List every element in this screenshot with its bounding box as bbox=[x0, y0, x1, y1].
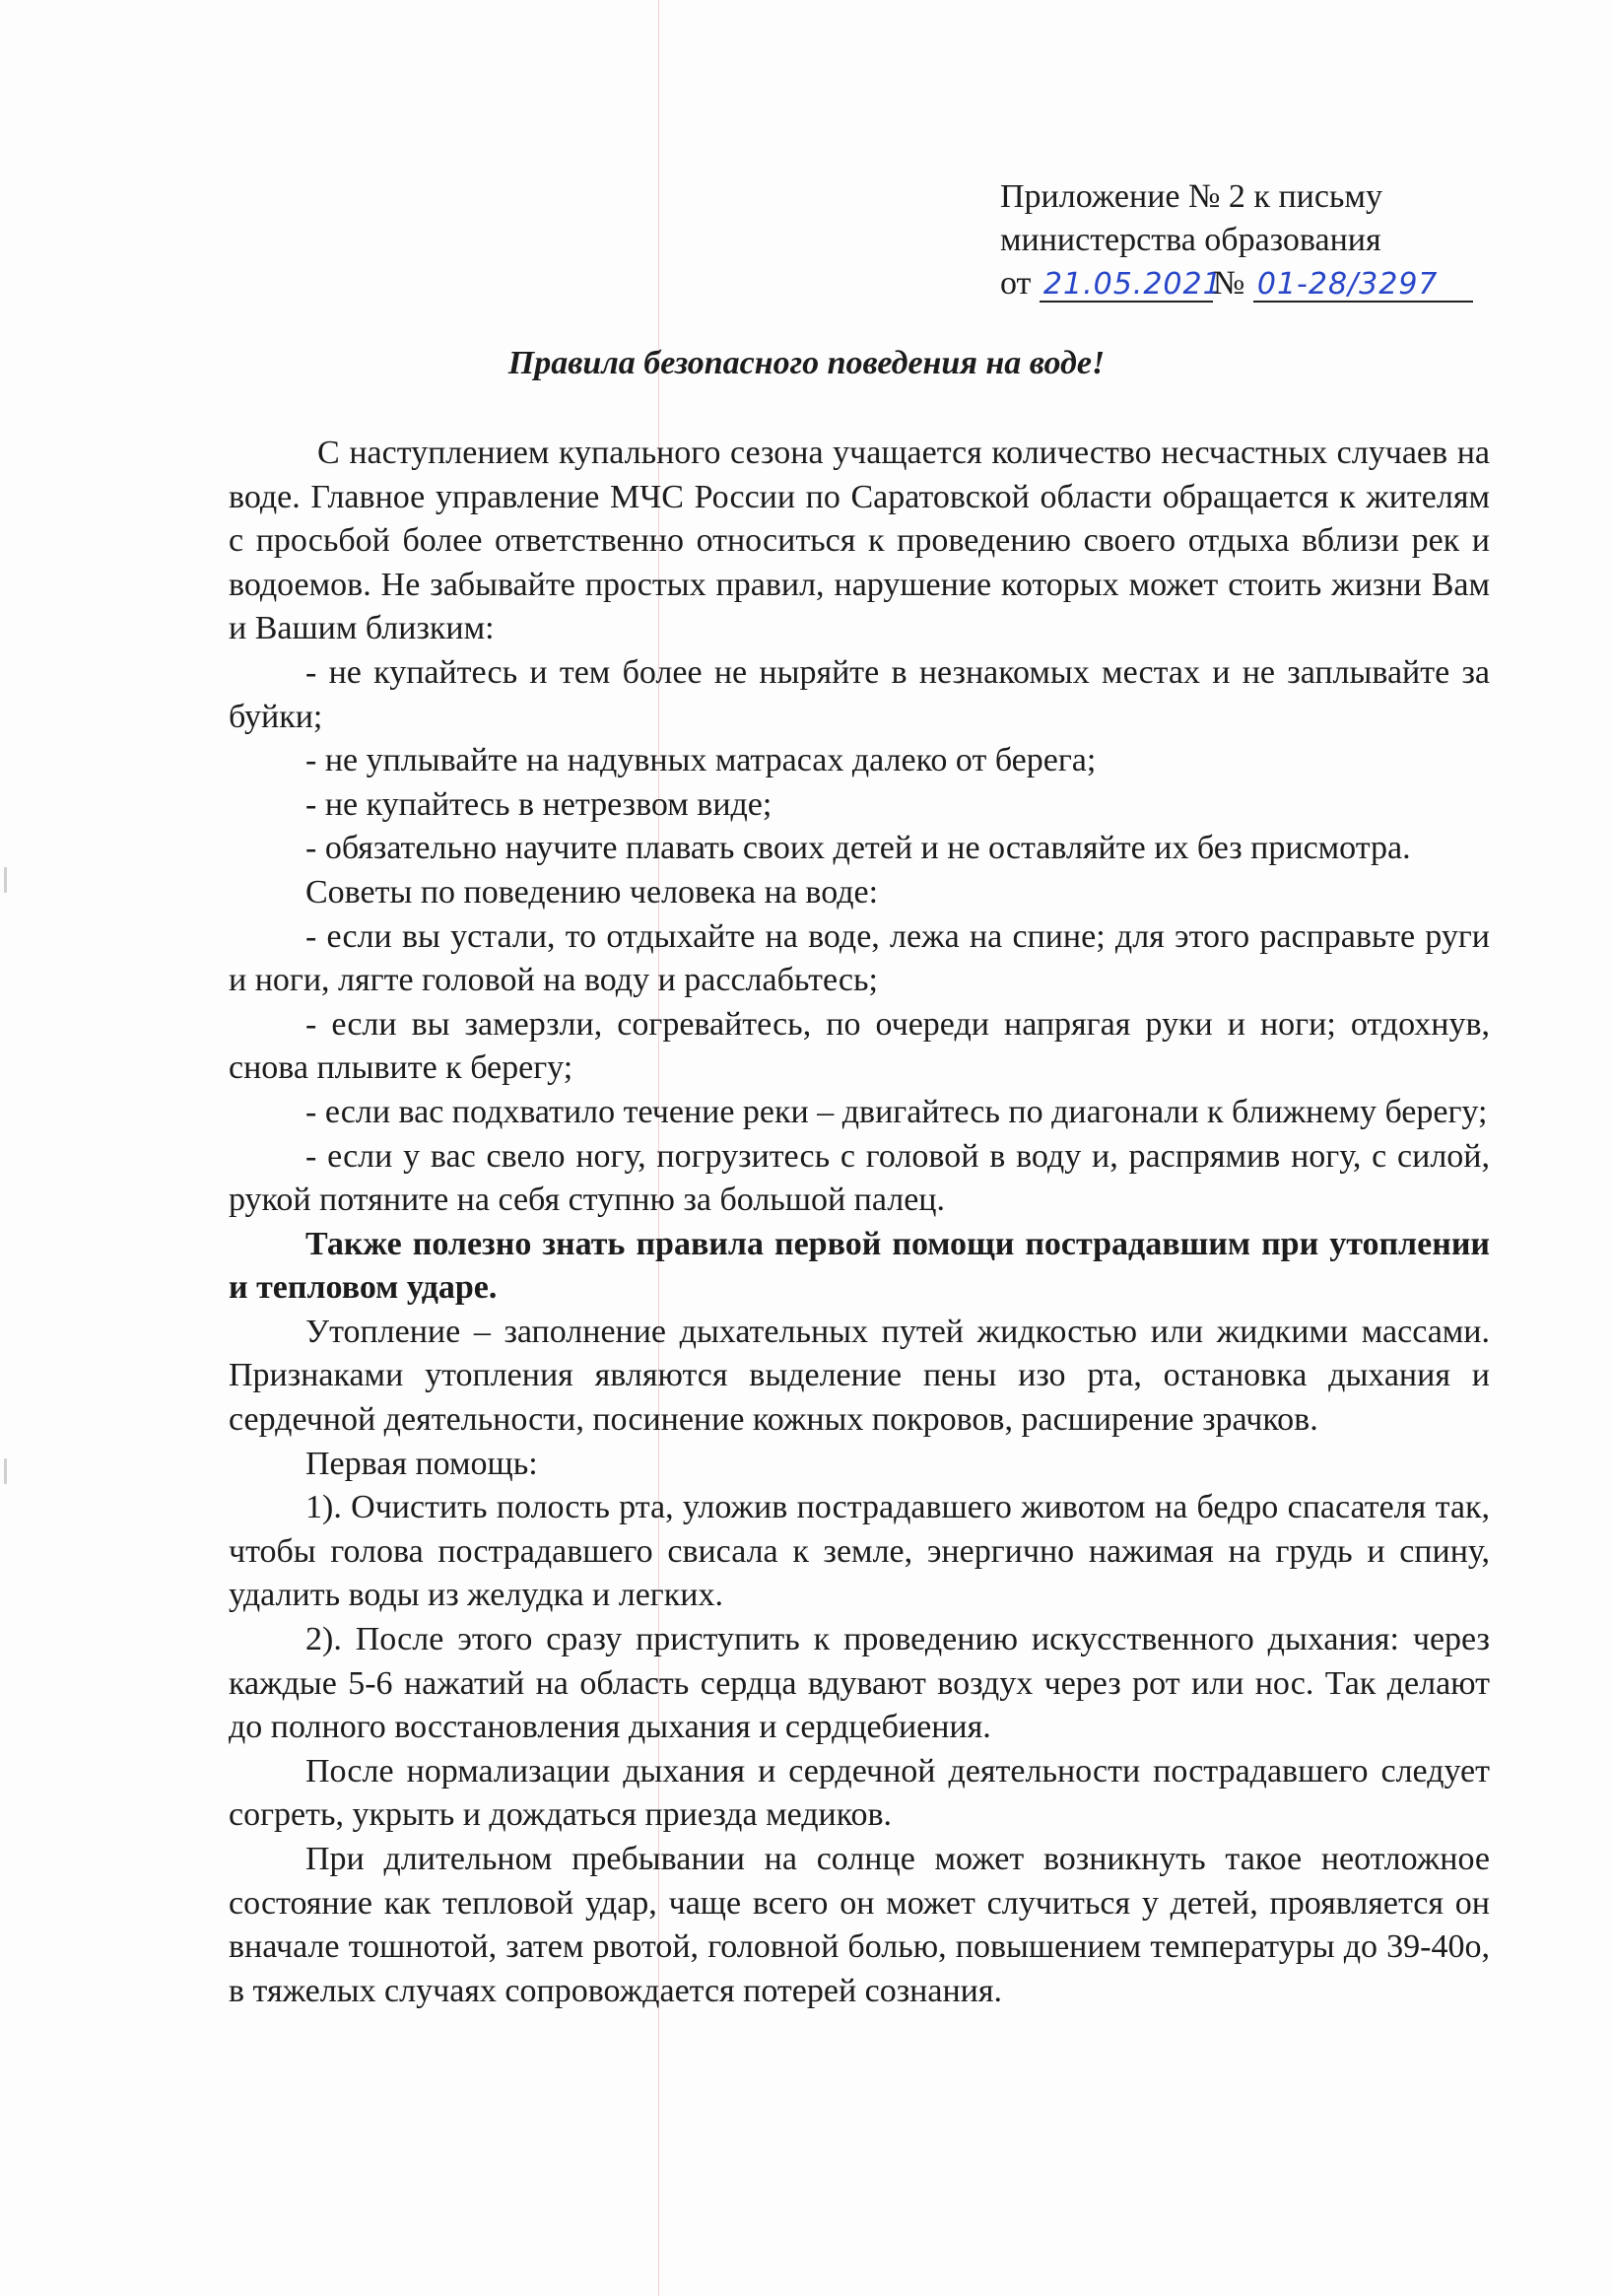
first-aid-step: 2). После этого сразу приступить к проведению искусственного дыхания: через каждые 5-6 нажатий на область сердца вдувают воздух через рот или нос. Так делают до полного восстановления дыхания и сердцебиения. bbox=[229, 1621, 1490, 1746]
document-title: Правила безопасного поведения на воде! bbox=[507, 345, 1106, 381]
rule-item: - не купайтесь в нетрезвом виде; bbox=[305, 785, 773, 823]
first-aid-section-heading: Также полезно знать правила первой помощи пострадавшим при утоплении и тепловом ударе. bbox=[229, 1225, 1490, 1307]
tip-item: - если вы замерзли, согревайтесь, по очереди напрягая руки и ноги; отдохнув, снова плывите к берегу; bbox=[229, 1005, 1490, 1087]
appendix-header bbox=[1000, 175, 1552, 305]
scan-edge-mark bbox=[4, 867, 7, 893]
tip-item: - если вас подхватило течение реки – двигайтесь по диагонали к ближнему берегу; bbox=[305, 1093, 1488, 1130]
drowning-definition: Утопление – заполнение дыхательных путей жидкостью или жидкими массами. Признаками утопления являются выделение пены изо рта, остановка дыхания и сердечной деятельности, посинение кожных покровов, расширение зрачков. bbox=[229, 1313, 1490, 1439]
handwritten-date: 21.05.2021 bbox=[1040, 269, 1213, 303]
rule-item: - обязательно научите плавать своих детей и не оставляйте их без присмотра. bbox=[305, 830, 1411, 867]
appendix-line-2: министерства образования bbox=[1000, 222, 1381, 258]
scan-edge-mark bbox=[4, 1458, 7, 1484]
first-aid-step: 1). Очистить полость рта, уложив пострадавшего животом на бедро спасателя так, чтобы голова пострадавшего свисала к земле, энергично нажимая на грудь и спину, удалить воды из желудка и легких. bbox=[229, 1489, 1490, 1614]
tip-item: - если у вас свело ногу, погрузитесь с головой в воду и, распрямив ногу, с силой, рукой потяните на себя ступню за большой палец. bbox=[229, 1137, 1490, 1219]
number-label: № bbox=[1212, 265, 1245, 302]
rule-item: - не уплывайте на надувных матрасах далеко от берега; bbox=[305, 742, 1097, 779]
intro-paragraph: С наступлением купального сезона учащается количество несчастных случаев на воде. Главное управление МЧС России по Саратовской области обращается к жителям с просьбой более ответственно относиться к проведению своего отдыха вблизи рек и водоемов. Не забывайте простых правил, нарушение которых может стоить жизни Вам и Вашим близким: bbox=[229, 435, 1490, 647]
document-body bbox=[229, 432, 1490, 2013]
tips-heading: Советы по поведению человека на воде: bbox=[305, 873, 879, 911]
tip-item: - если вы устали, то отдыхайте на воде, лежа на спине; для этого расправьте руги и ноги, лягте головой на воду и расслабьтесь; bbox=[229, 917, 1490, 999]
rule-item: - не купайтесь и тем более не ныряйте в незнакомых местах и не заплывайте за буйки; bbox=[229, 653, 1490, 735]
heatstroke-paragraph: При длительном пребывании на солнце может возникнуть такое неотложное состояние как тепловой удар, чаще всего он может случиться у детей, проявляется он вначале тошнотой, затем рвотой, головной болью, повышением температуры до 39-40о, в тяжелых случаях сопровождается потерей сознания. bbox=[229, 1841, 1490, 2009]
from-label: от bbox=[1000, 265, 1040, 302]
first-aid-label: Первая помощь: bbox=[305, 1445, 538, 1482]
after-care-paragraph: После нормализации дыхания и сердечной деятельности пострадавшего следует согреть, укрыть и дождаться приезда медиков. bbox=[229, 1752, 1490, 1834]
appendix-line-3 bbox=[1000, 262, 1552, 305]
appendix-line-1: Приложение № 2 к письму bbox=[1000, 178, 1382, 215]
handwritten-number: 01-28/3297 bbox=[1253, 269, 1473, 303]
